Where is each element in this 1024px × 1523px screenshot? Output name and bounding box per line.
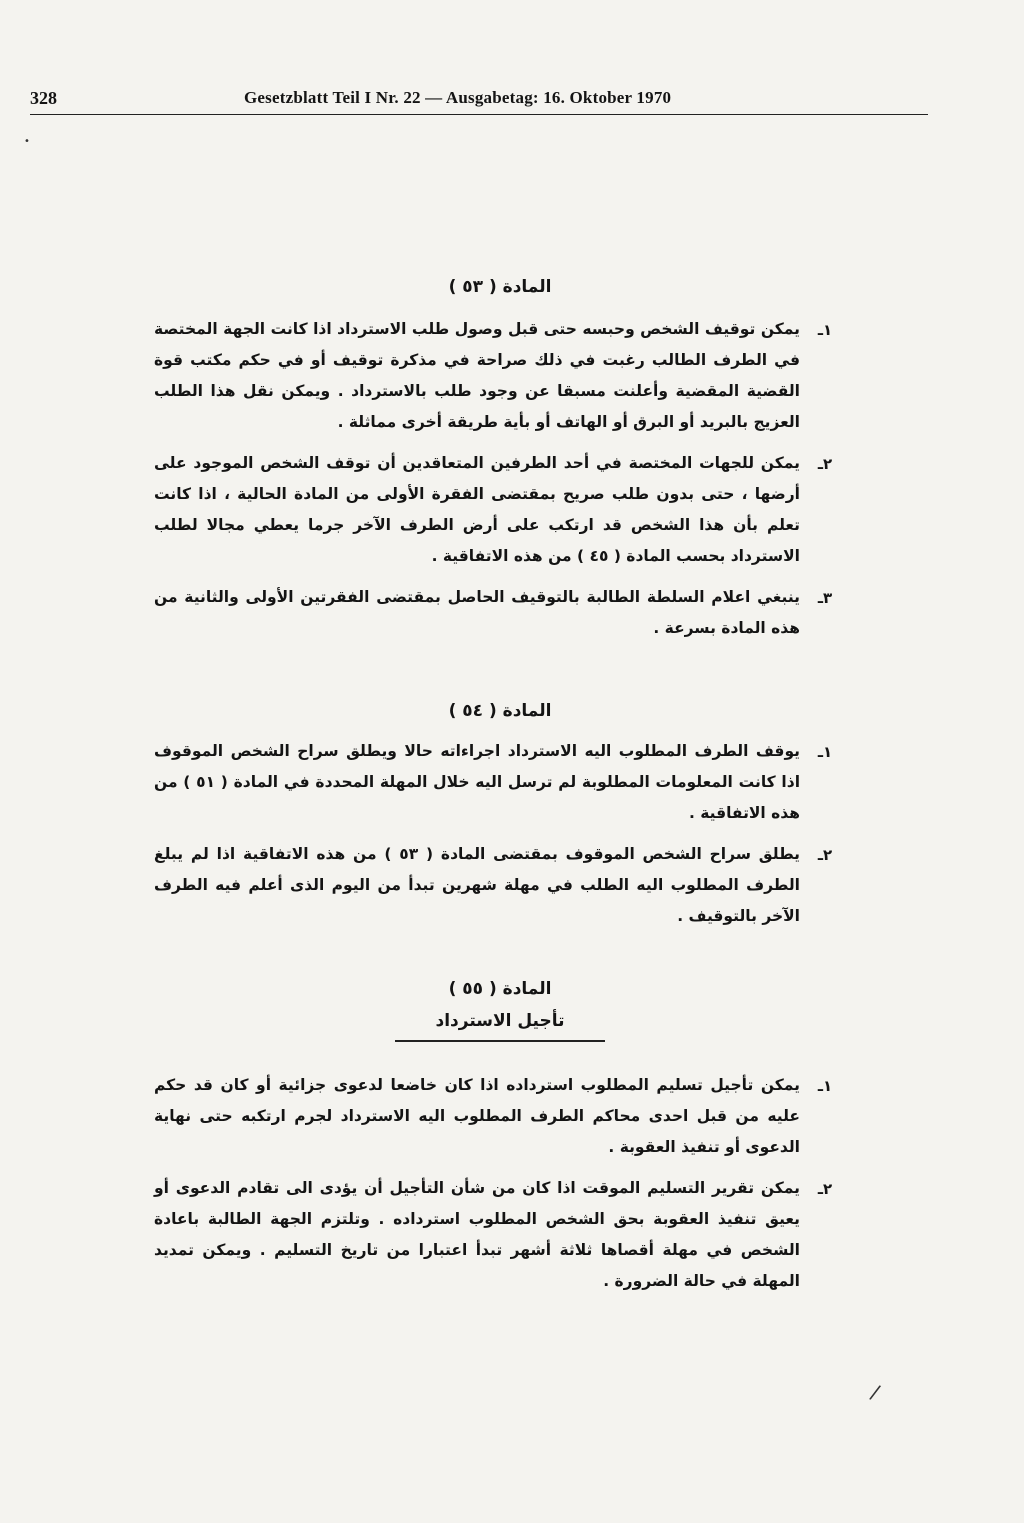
article-53 <box>150 272 850 644</box>
clause-number: ١ـ <box>817 321 833 339</box>
clause <box>150 1173 850 1297</box>
clause-number: ٣ـ <box>817 589 833 607</box>
clause-number: ١ـ <box>817 1077 833 1095</box>
clause <box>150 736 850 829</box>
article-54 <box>150 696 850 932</box>
article-title: المادة ( ٥٣ ) <box>448 277 552 297</box>
clause-number: ٢ـ <box>817 1180 833 1198</box>
article-subtitle: تأجيل الاسترداد <box>395 1004 605 1042</box>
clause <box>150 1070 850 1163</box>
running-head: Gesetzblatt Teil I Nr. 22 — Ausgabetag: 16. Oktober 1970 <box>244 88 672 107</box>
article-title: المادة ( ٥٤ ) <box>448 701 552 721</box>
clause-number: ٢ـ <box>817 455 833 473</box>
header-rule <box>30 114 928 115</box>
page-number: 328 <box>30 88 57 108</box>
clause <box>150 839 850 932</box>
article-title: المادة ( ٥٥ ) <box>448 979 552 999</box>
stray-mark: • <box>24 136 30 147</box>
clause-text: يوقف الطرف المطلوب اليه الاسترداد اجراءاته حالا ويطلق سراح الشخص الموقوف اذا كانت المعلومات المطلوبة لم ترسل اليه خلال المهلة المحددة في المادة ( ٥١ ) من هذه الاتفاقية . <box>154 742 801 822</box>
clause <box>150 448 850 572</box>
clause-text: يمكن تقرير التسليم الموقت اذا كان من شأن التأجيل أن يؤدى الى تقادم الدعوى أو يعيق تنفيذ العقوبة بحق الشخص المطلوب استرداده . وتلتزم الجهة الطالبة باعادة الشخص في مهلة أقصاها ثلاثة أشهر تبدأ اعتبارا من تاريخ التسليم . ويمكن تمديد المهلة في حالة الضرورة . <box>154 1179 800 1290</box>
clause-text: يمكن للجهات المختصة في أحد الطرفين المتعاقدين أن توقف الشخص الموجود على أرضها ، حتى بدون طلب صريح بمقتضى الفقرة الأولى من المادة الحالية ، اذا كانت تعلم بأن هذا الشخص قد ارتكب على أرض الطرف الآخر جرما يعطي مجالا لطلب الاسترداد بحسب المادة ( ٤٥ ) من هذه الاتفاقية . <box>154 454 800 565</box>
page-header <box>30 88 930 116</box>
clause-text: يمكن تأجيل تسليم المطلوب استرداده اذا كان خاضعا لدعوى جزائية أو كان قد حكم عليه من قبل احدى محاكم الطرف المطلوب اليه الاسترداد لجرم ارتكبه حتى نهاية الدعوى أو تنفيذ العقوبة . <box>154 1076 800 1156</box>
stray-mark: / <box>868 1379 883 1405</box>
clause-text: يمكن توقيف الشخص وحبسه حتى قبل وصول طلب الاسترداد اذا كانت الجهة المختصة في الطرف الطالب رغبت في ذلك صراحة في مذكرة توقيف أو في حكم مكتب قوة القضية المقضية وأعلنت مسبقا عن وجود طلب بالاسترداد . ويمكن نقل هذا الطلب العزيج بالبريد أو البرق أو الهاتف أو بأية طريقة أخرى مماثلة . <box>154 320 800 431</box>
clause-number: ١ـ <box>817 743 833 761</box>
clause-text: يطلق سراح الشخص الموقوف بمقتضى المادة ( ٥٣ ) من هذه الاتفاقية اذا لم يبلغ الطرف المطلوب اليه الطلب في مهلة شهرين تبدأ من اليوم الذى أعلم فيه الطرف الآخر بالتوقيف . <box>154 845 800 925</box>
clause <box>150 582 850 644</box>
clause-number: ٢ـ <box>817 846 833 864</box>
clause-text: ينبغي اعلام السلطة الطالبة بالتوقيف الحاصل بمقتضى الفقرتين الأولى والثانية من هذه المادة بسرعة . <box>154 588 800 637</box>
article-55 <box>150 974 850 1297</box>
clause <box>150 314 850 438</box>
